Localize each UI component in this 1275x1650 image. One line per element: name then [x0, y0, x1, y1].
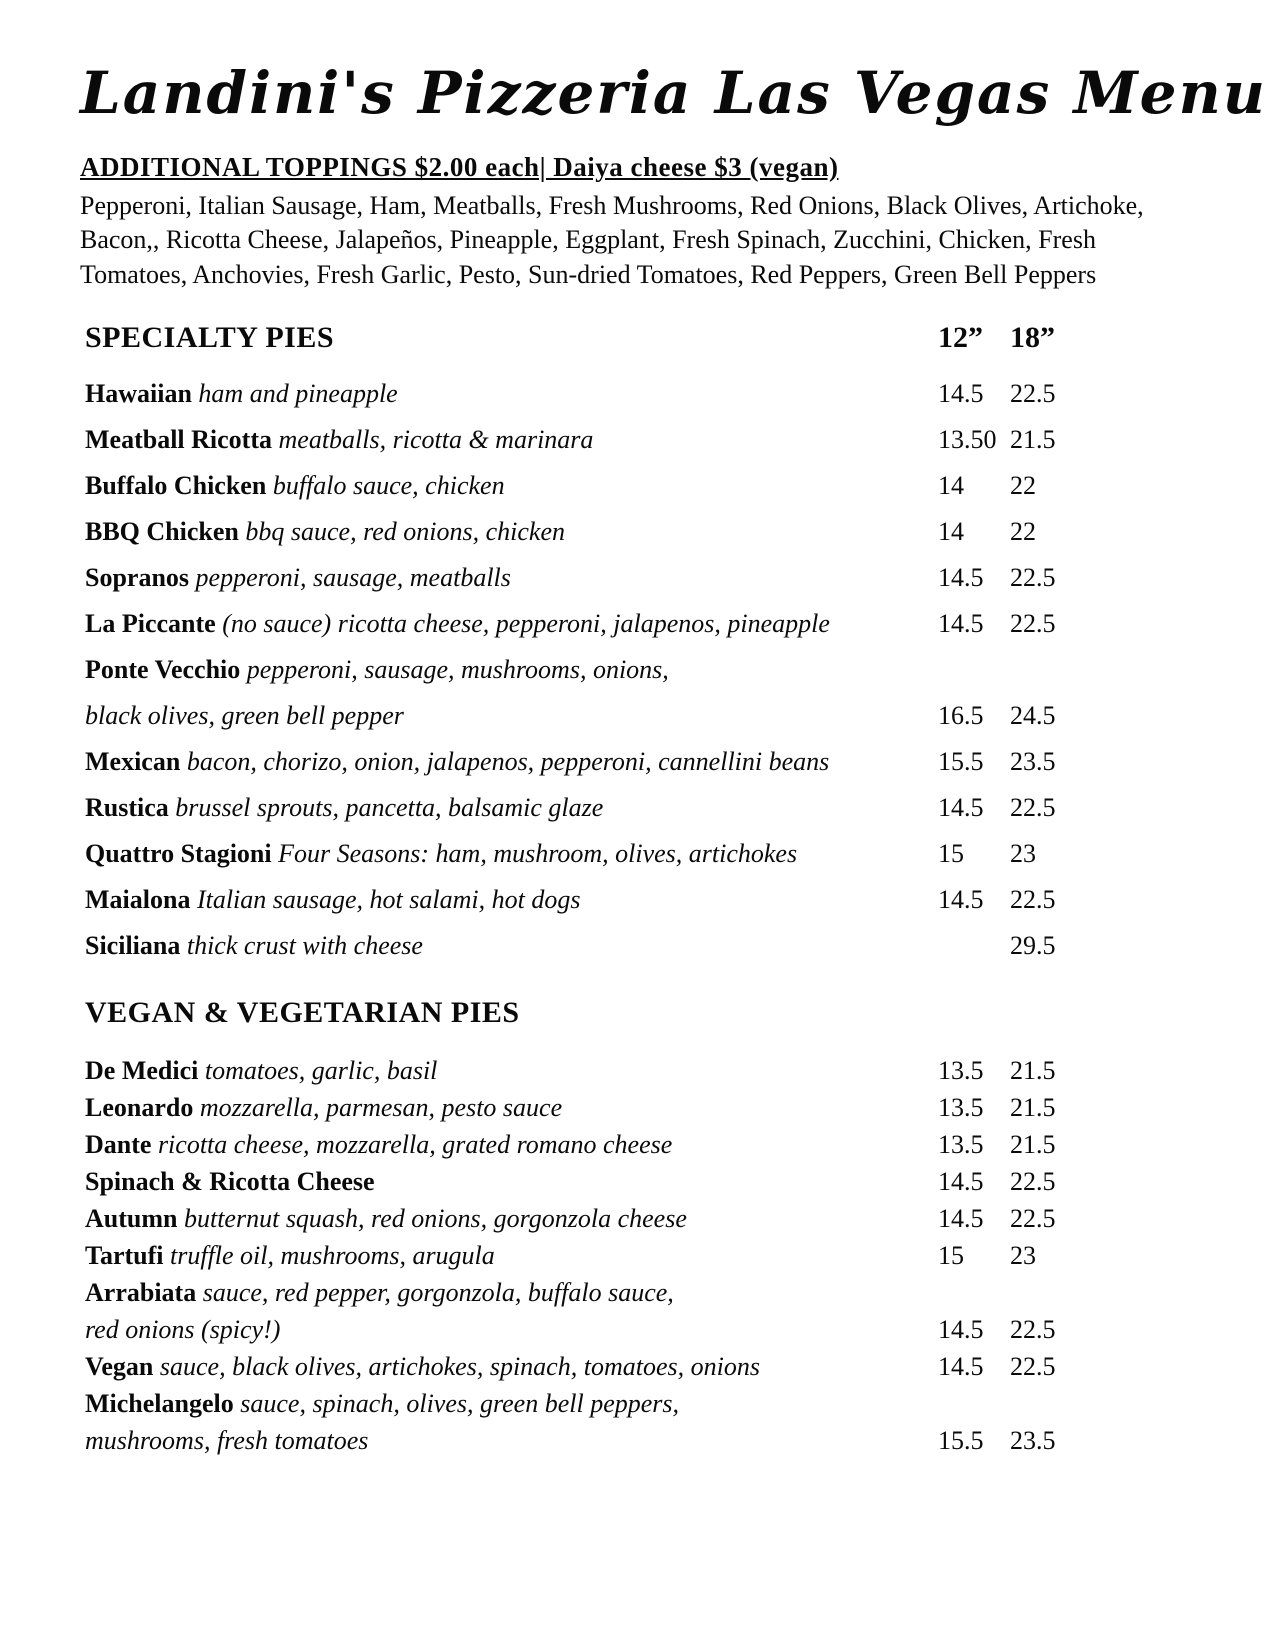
item-description: ham and pineapple: [191, 378, 398, 408]
item-price-12inch: 14: [938, 516, 964, 546]
item-text: [85, 791, 938, 824]
item-description: thick crust with cheese: [180, 930, 423, 960]
menu-item-row: [85, 745, 1080, 778]
item-description: black olives, green bell pepper: [85, 700, 404, 730]
menu-item-row: [85, 1239, 1080, 1272]
item-text: [85, 1424, 938, 1457]
item-price-18inch: 21.5: [1010, 1092, 1056, 1122]
item-description: mushrooms, fresh tomatoes: [85, 1425, 369, 1455]
item-price-12inch: 14.5: [938, 608, 984, 638]
menu-item-row: [85, 791, 1080, 824]
menu-item-row: [85, 469, 1080, 502]
menu-item-row: [85, 1165, 1080, 1198]
item-description: sauce, black olives, artichokes, spinach, tomatoes, onions: [153, 1351, 760, 1381]
item-price-18inch: 24.5: [1010, 700, 1056, 730]
item-name: BBQ Chicken: [85, 516, 239, 546]
menu-item-row: [85, 1128, 1080, 1161]
item-price-12inch: 13.50: [938, 424, 997, 454]
item-text: [85, 377, 938, 410]
item-price-18inch: 22.5: [1010, 562, 1056, 592]
item-name: Autumn: [85, 1203, 178, 1233]
item-price-18inch: 23.5: [1010, 746, 1056, 776]
menu-item-row: [85, 699, 1080, 732]
item-name: Arrabiata: [85, 1277, 197, 1307]
item-price-18inch: 22.5: [1010, 608, 1056, 638]
menu-item-row: [85, 515, 1080, 548]
item-name: Leonardo: [85, 1092, 194, 1122]
item-description: red onions (spicy!): [85, 1314, 281, 1344]
column-header-18inch: 18”: [1010, 320, 1055, 354]
item-price-18inch: 22.5: [1010, 1351, 1056, 1381]
item-price-18inch: 22.5: [1010, 884, 1056, 914]
item-text: [85, 745, 938, 778]
item-text: [85, 1276, 938, 1309]
item-name: Quattro Stagioni: [85, 838, 272, 868]
item-description: sauce, red pepper, gorgonzola, buffalo sauce,: [196, 1277, 674, 1307]
item-price-18inch: 22.5: [1010, 1314, 1056, 1344]
menu-item-row: [85, 607, 1080, 640]
menu-item-row: [85, 929, 1080, 962]
additional-toppings-list: Pepperoni, Italian Sausage, Ham, Meatballs, Fresh Mushrooms, Red Onions, Black Olives, Artichoke, Bacon,, Ricotta Cheese, Jalapeños, Pineapple, Eggplant, Fresh Spinach, Zucchini, Chicken, Fresh Tomatoes, Anchovies, Fresh Garlic, Pesto, Sun-dried Tomatoes, Red Peppers, Green Bell Peppers: [80, 190, 1144, 289]
item-text: [85, 1202, 938, 1235]
item-name: Mexican: [85, 746, 181, 776]
item-name: Vegan: [85, 1351, 154, 1381]
item-name: Maialona: [85, 884, 191, 914]
item-text: [85, 607, 938, 640]
item-text: [85, 1128, 938, 1161]
item-description: meatballs, ricotta & marinara: [272, 424, 594, 454]
column-header-12inch: 12”: [938, 320, 983, 354]
item-price-12inch: 14.5: [938, 1203, 984, 1233]
item-price-18inch: 22.5: [1010, 792, 1056, 822]
menu-item-row: [85, 1054, 1080, 1087]
item-text: [85, 1091, 938, 1124]
item-description: Italian sausage, hot salami, hot dogs: [190, 884, 581, 914]
item-price-18inch: 29.5: [1010, 930, 1056, 960]
item-text: [85, 423, 938, 456]
item-text: [85, 469, 938, 502]
item-text: [85, 1350, 938, 1383]
item-price-12inch: 15.5: [938, 746, 984, 776]
item-price-18inch: 21.5: [1010, 1055, 1056, 1085]
section-heading: VEGAN & VEGETARIAN PIES: [85, 995, 520, 1029]
menu-sections: [80, 321, 1080, 1457]
item-price-12inch: 13.5: [938, 1092, 984, 1122]
menu-item-row: [85, 423, 1080, 456]
item-description: truffle oil, mushrooms, arugula: [163, 1240, 495, 1270]
item-name: Spinach & Ricotta Cheese: [85, 1166, 375, 1196]
item-name: Buffalo Chicken: [85, 470, 267, 500]
menu-item-row: [85, 377, 1080, 410]
item-text: [85, 1239, 938, 1272]
item-description: pepperoni, sausage, mushrooms, onions,: [240, 654, 669, 684]
menu-item-row: [85, 883, 1080, 916]
item-text: [85, 929, 938, 962]
item-text: [85, 1387, 938, 1420]
item-text: [85, 1054, 938, 1087]
menu-item-row: [85, 1276, 1080, 1309]
item-price-12inch: 14.5: [938, 792, 984, 822]
item-description: (no sauce) ricotta cheese, pepperoni, jalapenos, pineapple: [215, 608, 830, 638]
item-name: Tartufi: [85, 1240, 164, 1270]
item-name: Hawaiian: [85, 378, 192, 408]
item-price-18inch: 22.5: [1010, 1203, 1056, 1233]
item-price-12inch: 15.5: [938, 1425, 984, 1455]
item-price-12inch: 15: [938, 1240, 964, 1270]
item-text: [85, 1313, 938, 1346]
menu-item-row: [85, 561, 1080, 594]
item-description: tomatoes, garlic, basil: [198, 1055, 438, 1085]
item-name: Sopranos: [85, 562, 190, 592]
item-price-18inch: 22: [1010, 516, 1036, 546]
menu-item-row: [85, 1091, 1080, 1124]
item-price-12inch: 15: [938, 838, 964, 868]
section-heading-row: [85, 321, 1080, 355]
item-description: Four Seasons: ham, mushroom, olives, artichokes: [271, 838, 798, 868]
item-price-12inch: 13.5: [938, 1055, 984, 1085]
item-price-18inch: 22: [1010, 470, 1036, 500]
item-price-12inch: 14.5: [938, 1314, 984, 1344]
item-price-12inch: 14: [938, 470, 964, 500]
item-name: Michelangelo: [85, 1388, 234, 1418]
item-description: sauce, spinach, olives, green bell peppers,: [233, 1388, 680, 1418]
menu-section: [85, 996, 1080, 1457]
item-description: pepperoni, sausage, meatballs: [189, 562, 511, 592]
item-price-18inch: 21.5: [1010, 424, 1056, 454]
item-price-18inch: 23: [1010, 1240, 1036, 1270]
menu-item-row: [85, 1313, 1080, 1346]
item-price-12inch: 14.5: [938, 562, 984, 592]
page-title: Landini's Pizzeria Las Vegas Menu: [80, 59, 1267, 127]
item-description: bacon, chorizo, onion, jalapenos, pepperoni, cannellini beans: [180, 746, 830, 776]
item-name: De Medici: [85, 1055, 199, 1085]
item-price-18inch: 21.5: [1010, 1129, 1056, 1159]
item-name: La Piccante: [85, 608, 216, 638]
item-name: Rustica: [85, 792, 169, 822]
menu-item-row: [85, 1350, 1080, 1383]
item-price-18inch: 22.5: [1010, 378, 1056, 408]
section-heading-row: [85, 996, 1080, 1030]
item-description: butternut squash, red onions, gorgonzola cheese: [177, 1203, 687, 1233]
item-text: [85, 699, 938, 732]
item-description: brussel sprouts, pancetta, balsamic glaze: [168, 792, 604, 822]
item-text: [85, 1165, 938, 1198]
item-price-12inch: 14.5: [938, 1166, 984, 1196]
item-price-12inch: 14.5: [938, 378, 984, 408]
menu-item-row: [85, 1202, 1080, 1235]
item-price-12inch: 16.5: [938, 700, 984, 730]
item-text: [85, 653, 938, 686]
item-text: [85, 883, 938, 916]
item-price-18inch: 23: [1010, 838, 1036, 868]
menu-item-row: [85, 837, 1080, 870]
additional-toppings-block: [80, 152, 1150, 293]
item-price-12inch: 14.5: [938, 884, 984, 914]
item-text: [85, 515, 938, 548]
menu-item-row: [85, 1424, 1080, 1457]
item-price-12inch: 13.5: [938, 1129, 984, 1159]
item-price-12inch: 14.5: [938, 1351, 984, 1381]
item-text: [85, 561, 938, 594]
item-name: Ponte Vecchio: [85, 654, 241, 684]
item-name: Dante: [85, 1129, 152, 1159]
item-name: Siciliana: [85, 930, 181, 960]
item-description: mozzarella, parmesan, pesto sauce: [193, 1092, 563, 1122]
item-description: bbq sauce, red onions, chicken: [238, 516, 565, 546]
menu-item-row: [85, 653, 1080, 686]
menu-item-row: [85, 1387, 1080, 1420]
section-heading: SPECIALTY PIES: [85, 320, 335, 354]
additional-toppings-heading: ADDITIONAL TOPPINGS $2.00 each| Daiya cheese $3 (vegan): [80, 151, 839, 182]
item-price-18inch: 23.5: [1010, 1425, 1056, 1455]
item-description: ricotta cheese, mozzarella, grated romano cheese: [151, 1129, 673, 1159]
item-name: Meatball Ricotta: [85, 424, 273, 454]
item-description: buffalo sauce, chicken: [266, 470, 505, 500]
item-text: [85, 837, 938, 870]
menu-section: [85, 321, 1080, 962]
item-price-18inch: 22.5: [1010, 1166, 1056, 1196]
